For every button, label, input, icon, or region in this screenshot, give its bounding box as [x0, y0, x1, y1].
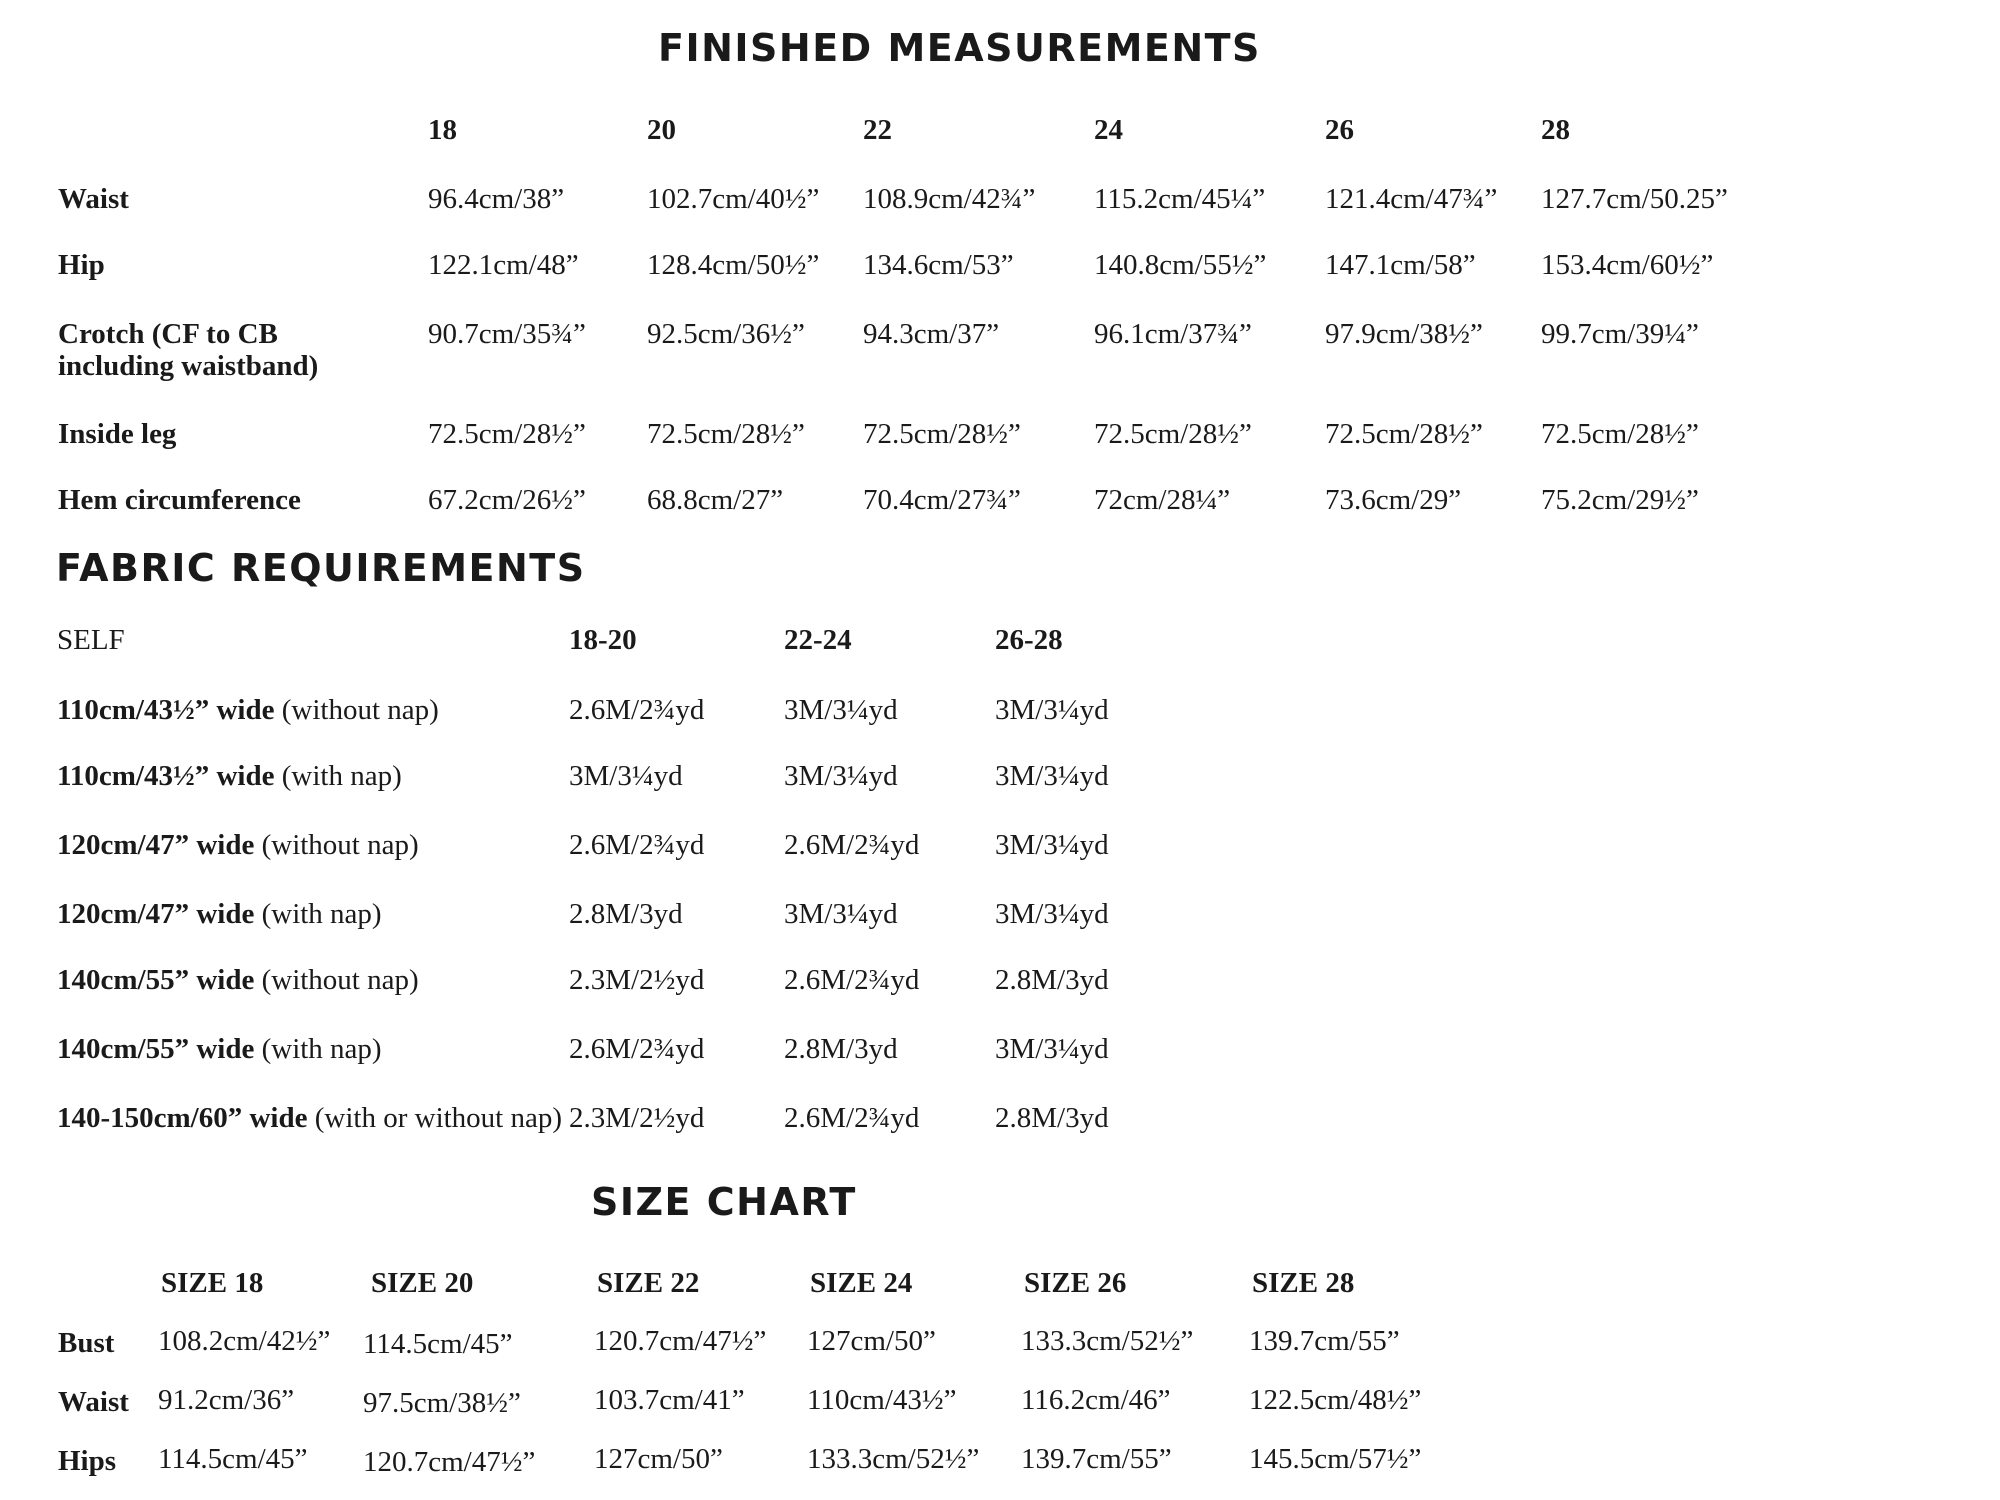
finished-value: 72.5cm/28½”: [1094, 418, 1252, 450]
fabric-value: 3M/3¼yd: [995, 1033, 1109, 1065]
size-chart-header: SIZE 28: [1252, 1267, 1355, 1299]
fabric-row-label: [57, 964, 419, 996]
finished-value: 127.7cm/50.25”: [1541, 183, 1728, 215]
size-chart-value: 122.5cm/48½”: [1249, 1384, 1422, 1416]
finished-size-header: 28: [1541, 114, 1570, 146]
size-chart-header: SIZE 18: [161, 1267, 264, 1299]
fabric-width: 110cm/43½” wide: [57, 760, 275, 792]
size-chart-header: SIZE 20: [371, 1267, 474, 1299]
finished-value: 72.5cm/28½”: [428, 418, 586, 450]
finished-value: 122.1cm/48”: [428, 249, 579, 281]
fabric-nap-note: (with nap): [274, 760, 402, 792]
fabric-value: 3M/3¼yd: [784, 760, 898, 792]
size-chart-row-label: Bust: [58, 1327, 115, 1359]
finished-row-label: Crotch (CF to CB including waistband): [58, 318, 319, 382]
fabric-value: 2.6M/2¾yd: [784, 1102, 920, 1134]
fabric-nap-note: (with or without nap): [307, 1102, 563, 1134]
fabric-value: 2.6M/2¾yd: [569, 1033, 705, 1065]
finished-value: 90.7cm/35¾”: [428, 318, 586, 350]
finished-value: 96.4cm/38”: [428, 183, 565, 215]
fabric-width: 110cm/43½” wide: [57, 694, 275, 726]
finished-value: 108.9cm/42¾”: [863, 183, 1036, 215]
fabric-size-header: 22-24: [784, 624, 852, 656]
fabric-row-label: [57, 694, 439, 726]
finished-value: 99.7cm/39¼”: [1541, 318, 1699, 350]
size-chart-value: 133.3cm/52½”: [1021, 1325, 1194, 1357]
finished-value: 72.5cm/28½”: [647, 418, 805, 450]
finished-value: 140.8cm/55½”: [1094, 249, 1267, 281]
fabric-nap-note: (with nap): [254, 1033, 382, 1065]
finished-value: 72cm/28¼”: [1094, 484, 1231, 516]
fabric-value: 2.6M/2¾yd: [569, 694, 705, 726]
fabric-width: 120cm/47” wide: [57, 829, 255, 861]
finished-value: 73.6cm/29”: [1325, 484, 1462, 516]
fabric-nap-note: (without nap): [254, 829, 419, 861]
fabric-width: 140-150cm/60” wide: [57, 1102, 308, 1134]
fabric-value: 2.6M/2¾yd: [784, 964, 920, 996]
finished-value: 134.6cm/53”: [863, 249, 1014, 281]
fabric-header-label: SELF: [57, 624, 125, 656]
size-chart-value: 139.7cm/55”: [1021, 1443, 1172, 1475]
finished-value: 115.2cm/45¼”: [1094, 183, 1266, 215]
finished-row-label: Hem circumference: [58, 484, 301, 516]
fabric-nap-note: (without nap): [274, 694, 439, 726]
fabric-value: 3M/3¼yd: [784, 898, 898, 930]
finished-measurements-title: FINISHED MEASUREMENTS: [658, 26, 1261, 70]
fabric-width: 140cm/55” wide: [57, 1033, 255, 1065]
finished-value: 72.5cm/28½”: [1541, 418, 1699, 450]
fabric-value: 3M/3¼yd: [569, 760, 683, 792]
fabric-value: 2.8M/3yd: [995, 1102, 1109, 1134]
size-chart-value: 145.5cm/57½”: [1249, 1443, 1422, 1475]
finished-value: 72.5cm/28½”: [863, 418, 1021, 450]
finished-value: 128.4cm/50½”: [647, 249, 820, 281]
finished-value: 102.7cm/40½”: [647, 183, 820, 215]
size-chart-value: 139.7cm/55”: [1249, 1325, 1400, 1357]
fabric-width: 120cm/47” wide: [57, 898, 255, 930]
fabric-value: 3M/3¼yd: [995, 760, 1109, 792]
finished-value: 121.4cm/47¾”: [1325, 183, 1498, 215]
size-chart-header: SIZE 22: [597, 1267, 700, 1299]
size-chart-row-label: Hips: [58, 1445, 117, 1477]
size-chart-value: 120.7cm/47½”: [594, 1325, 767, 1357]
fabric-value: 3M/3¼yd: [995, 829, 1109, 861]
finished-value: 68.8cm/27”: [647, 484, 784, 516]
fabric-value: 2.8M/3yd: [784, 1033, 898, 1065]
fabric-value: 2.3M/2½yd: [569, 1102, 705, 1134]
finished-value: 97.9cm/38½”: [1325, 318, 1483, 350]
fabric-row-label: [57, 760, 402, 792]
finished-value: 67.2cm/26½”: [428, 484, 586, 516]
size-chart-value: 108.2cm/42½”: [158, 1325, 331, 1357]
size-chart-value: 127cm/50”: [594, 1443, 723, 1475]
size-chart-value: 91.2cm/36”: [158, 1384, 295, 1416]
fabric-row-label: [57, 1033, 382, 1065]
fabric-value: 3M/3¼yd: [995, 898, 1109, 930]
size-chart-value: 127cm/50”: [807, 1325, 936, 1357]
size-chart-title: SIZE CHART: [591, 1180, 857, 1224]
finished-size-header: 18: [428, 114, 457, 146]
size-chart-row-label: Waist: [58, 1386, 129, 1418]
finished-row-label: Waist: [58, 183, 129, 215]
fabric-size-header: 26-28: [995, 624, 1063, 656]
finished-value: 153.4cm/60½”: [1541, 249, 1714, 281]
fabric-width: 140cm/55” wide: [57, 964, 255, 996]
size-chart-value: 114.5cm/45”: [363, 1328, 513, 1360]
finished-size-header: 20: [647, 114, 676, 146]
finished-row-label: Inside leg: [58, 418, 177, 450]
size-chart-value: 110cm/43½”: [807, 1384, 957, 1416]
fabric-requirements-title: FABRIC REQUIREMENTS: [56, 546, 586, 590]
size-chart-value: 97.5cm/38½”: [363, 1387, 521, 1419]
size-chart-value: 133.3cm/52½”: [807, 1443, 980, 1475]
size-chart-header: SIZE 26: [1024, 1267, 1127, 1299]
fabric-row-label: [57, 1102, 562, 1134]
fabric-value: 2.3M/2½yd: [569, 964, 705, 996]
finished-size-header: 26: [1325, 114, 1354, 146]
fabric-value: 3M/3¼yd: [784, 694, 898, 726]
fabric-value: 2.8M/3yd: [569, 898, 683, 930]
fabric-nap-note: (with nap): [254, 898, 382, 930]
fabric-value: 2.6M/2¾yd: [784, 829, 920, 861]
finished-value: 72.5cm/28½”: [1325, 418, 1483, 450]
fabric-size-header: 18-20: [569, 624, 637, 656]
fabric-row-label: [57, 898, 382, 930]
finished-row-label: Hip: [58, 249, 105, 281]
fabric-value: 3M/3¼yd: [995, 694, 1109, 726]
finished-value: 75.2cm/29½”: [1541, 484, 1699, 516]
finished-size-header: 24: [1094, 114, 1123, 146]
finished-value: 147.1cm/58”: [1325, 249, 1476, 281]
finished-value: 70.4cm/27¾”: [863, 484, 1021, 516]
size-chart-value: 114.5cm/45”: [158, 1443, 308, 1475]
finished-value: 94.3cm/37”: [863, 318, 1000, 350]
fabric-value: 2.8M/3yd: [995, 964, 1109, 996]
size-chart-header: SIZE 24: [810, 1267, 913, 1299]
fabric-nap-note: (without nap): [254, 964, 419, 996]
size-chart-value: 120.7cm/47½”: [363, 1446, 536, 1478]
finished-value: 92.5cm/36½”: [647, 318, 805, 350]
fabric-value: 2.6M/2¾yd: [569, 829, 705, 861]
finished-value: 96.1cm/37¾”: [1094, 318, 1252, 350]
size-chart-value: 116.2cm/46”: [1021, 1384, 1171, 1416]
fabric-row-label: [57, 829, 419, 861]
size-chart-value: 103.7cm/41”: [594, 1384, 745, 1416]
finished-size-header: 22: [863, 114, 892, 146]
